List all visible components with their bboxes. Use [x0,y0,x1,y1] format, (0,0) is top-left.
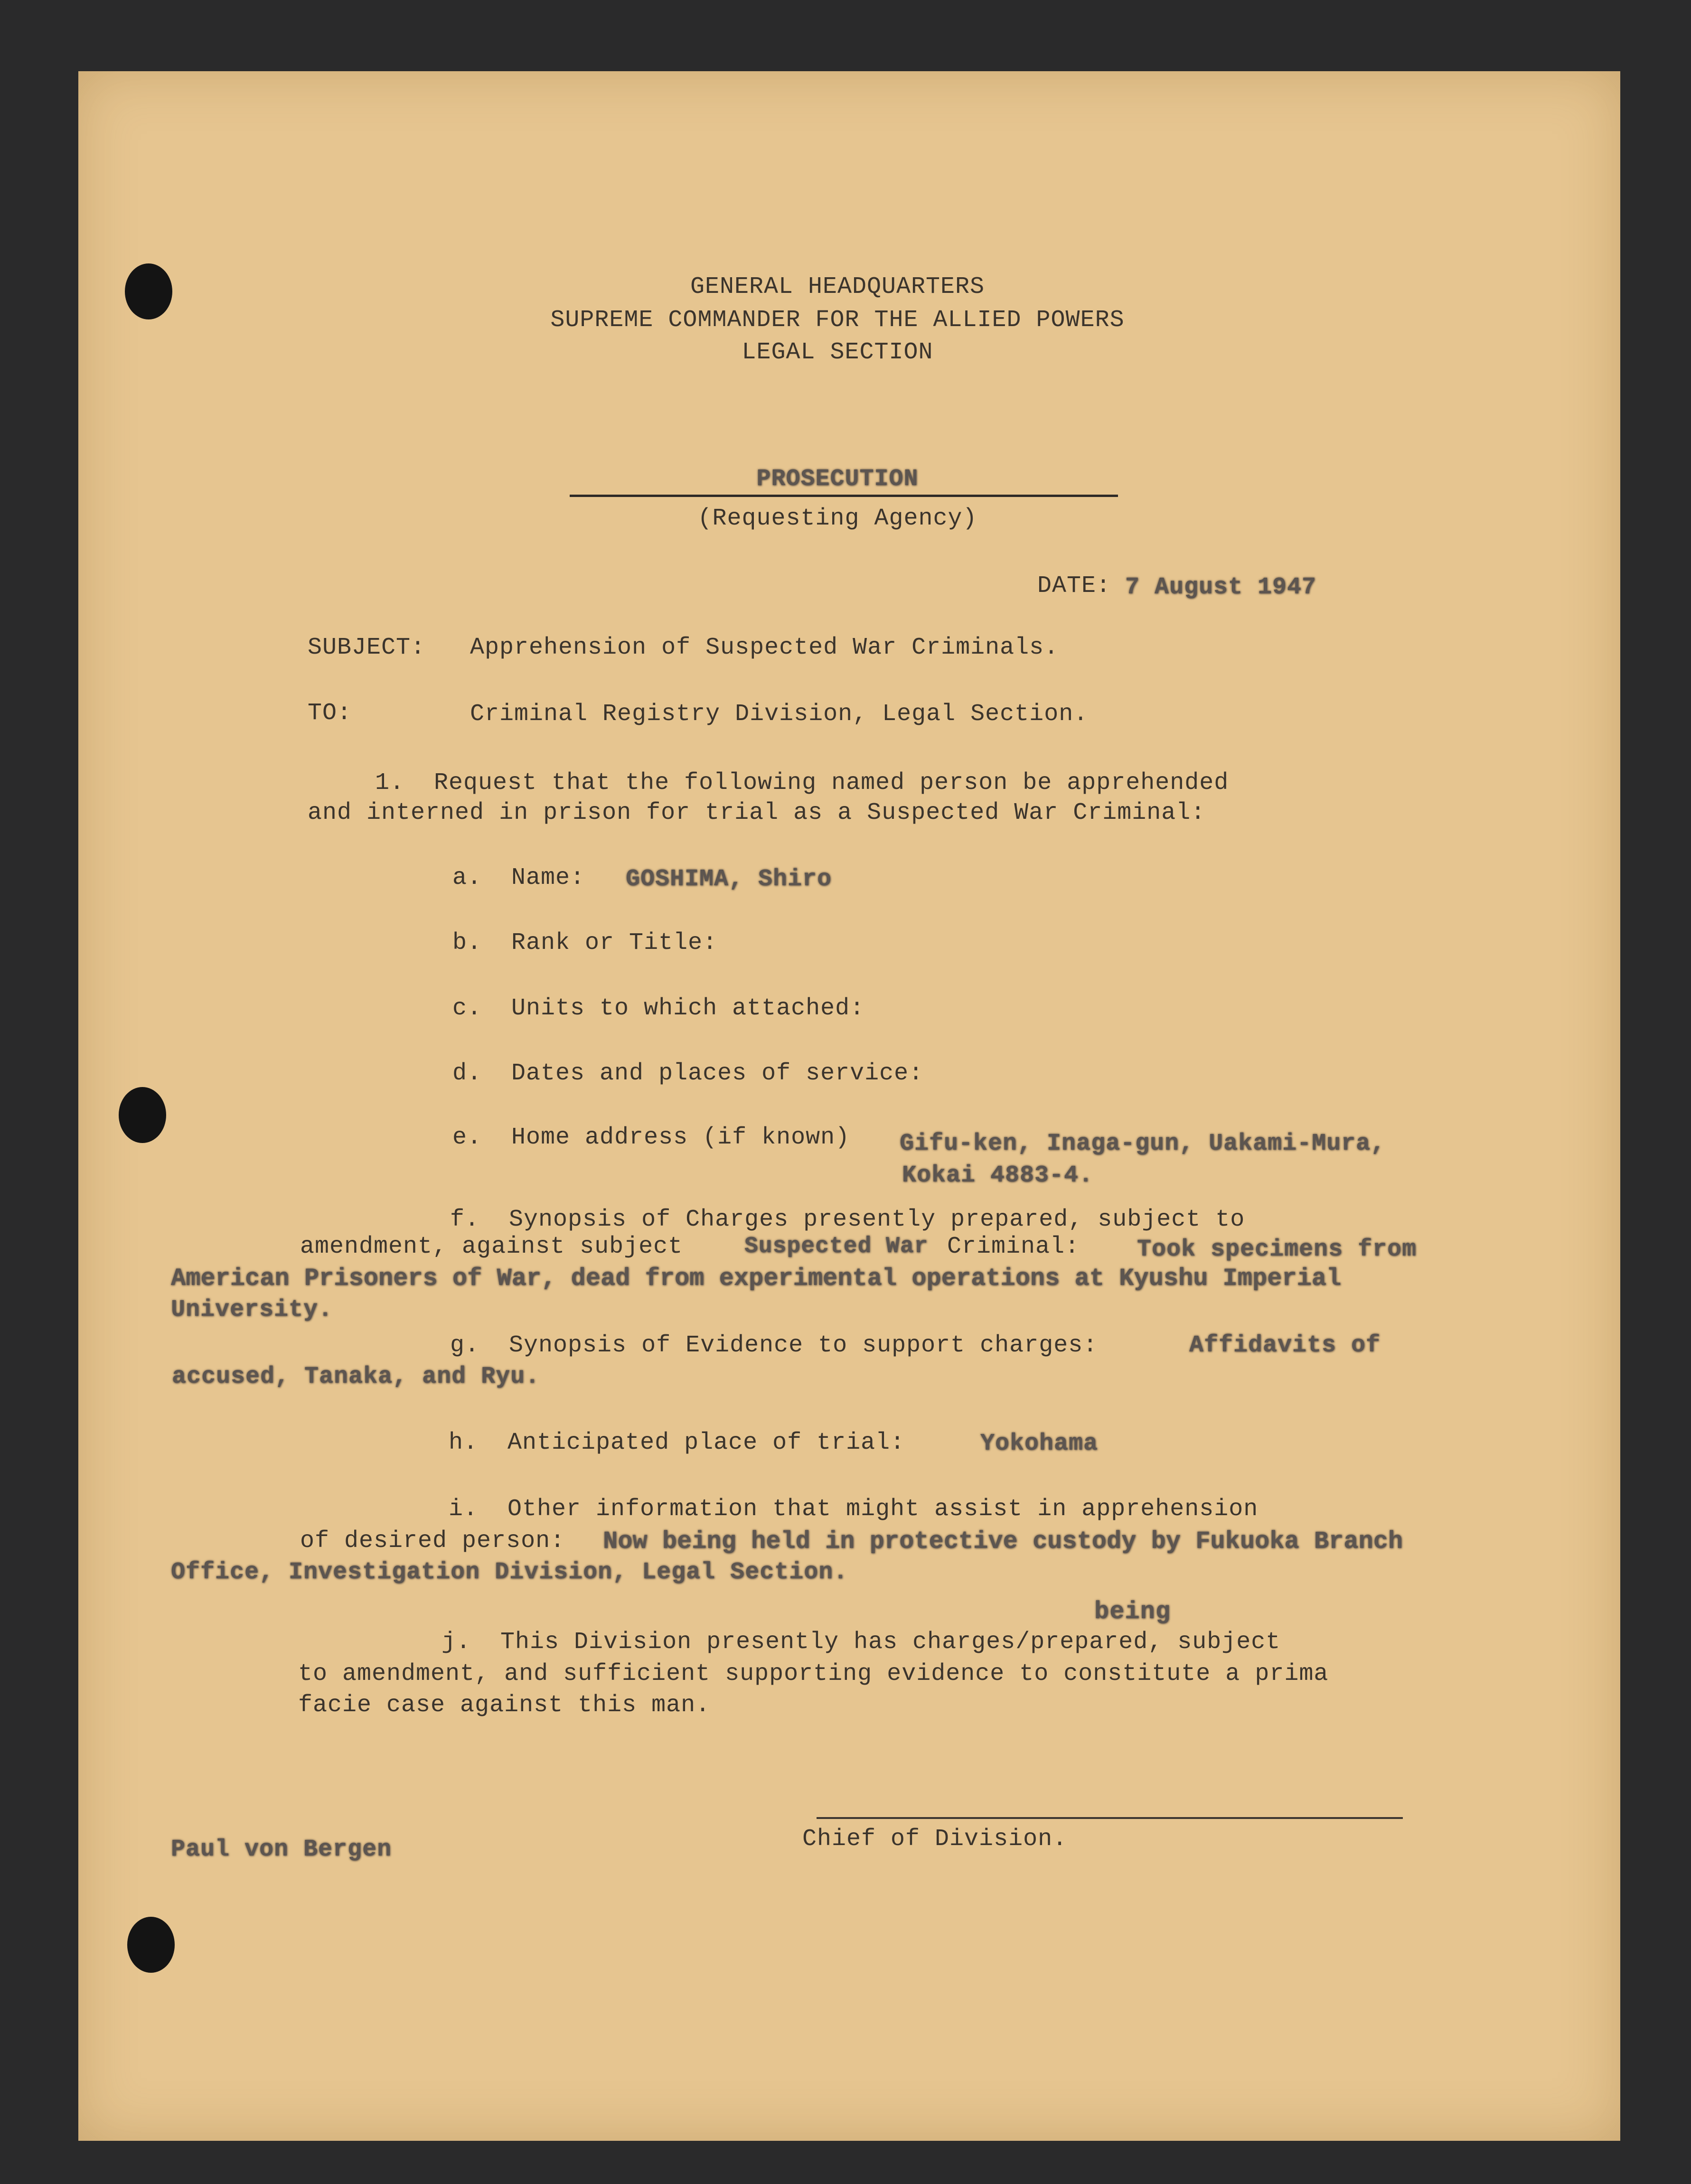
item-i-value-line2: Office, Investigation Division, Legal Section. [171,1559,848,1586]
item-e-value-line1: Gifu-ken, Inaga-gun, Uakami-Mura, [900,1130,1386,1157]
item-g-value-line1: Affidavits of [1189,1332,1381,1359]
item-a-label: a. Name: [452,864,585,891]
requesting-agency-caption: (Requesting Agency) [697,505,977,532]
item-f-line2-pre: amendment, against subject [300,1233,683,1260]
item-i-value-line1: Now being held in protective custody by Fukuoka Branch [603,1528,1403,1556]
para1-line1: 1. Request that the following named person be apprehended [375,769,1229,797]
item-f-value-line3: University. [171,1296,333,1323]
item-g-value-line2: accused, Tanaka, and Ryu. [172,1363,540,1390]
item-b-label: b. Rank or Title: [452,929,718,956]
item-i-line1: i. Other information that might assist in apprehension [449,1496,1259,1523]
item-f-line1: f. Synopsis of Charges presently prepared, subject to [450,1206,1245,1233]
item-h-value: Yokohama [980,1430,1099,1457]
item-g-label: g. Synopsis of Evidence to support charges: [450,1332,1098,1359]
punch-hole-middle [119,1087,166,1143]
signature-line [817,1817,1403,1819]
subject-label: SUBJECT: [308,634,426,661]
header-line-3: LEGAL SECTION [742,339,933,366]
agency-underline [570,495,1118,497]
to-text: Criminal Registry Division, Legal Section. [470,701,1089,728]
item-f-value-line2: American Prisoners of War, dead from experimental operations at Kyushu Imperial [171,1265,1342,1293]
item-j-line3: facie case against this man. [298,1692,711,1719]
item-f-value-line1: Took specimens from [1137,1236,1417,1263]
item-h-label: h. Anticipated place of trial: [449,1429,905,1456]
item-e-value-line2: Kokai 4883-4. [902,1162,1094,1189]
item-j-line2: to amendment, and sufficient supporting evidence to constitute a prima [298,1660,1329,1687]
item-e-label: e. Home address (if known) [452,1124,850,1151]
item-j-line1: j. This Division presently has charges/prepared, subject [442,1629,1281,1656]
item-i-label2: of desired person: [300,1528,565,1555]
header-line-2: SUPREME COMMANDER FOR THE ALLIED POWERS [550,307,1125,334]
signatory-name: Paul von Bergen [171,1836,392,1863]
header-line-1: GENERAL HEADQUARTERS [690,273,985,300]
item-c-label: c. Units to which attached: [452,995,865,1022]
para1-line2: and interned in prison for trial as a Suspected War Criminal: [308,799,1206,826]
item-a-value: GOSHIMA, Shiro [626,866,832,893]
to-label: TO: [308,700,352,727]
item-f-line2-post: Criminal: [947,1233,1080,1260]
requesting-agency-name: PROSECUTION [756,466,919,493]
item-d-label: d. Dates and places of service: [452,1060,924,1087]
signature-title: Chief of Division. [802,1826,1068,1853]
item-f-line2-mid: Suspected War [744,1234,929,1259]
date-label: DATE: [1037,572,1111,600]
punch-hole-bottom [127,1917,175,1973]
item-j-insert: being [1094,1598,1171,1626]
date-value: 7 August 1947 [1125,574,1317,601]
subject-text: Apprehension of Suspected War Criminals. [470,634,1059,661]
